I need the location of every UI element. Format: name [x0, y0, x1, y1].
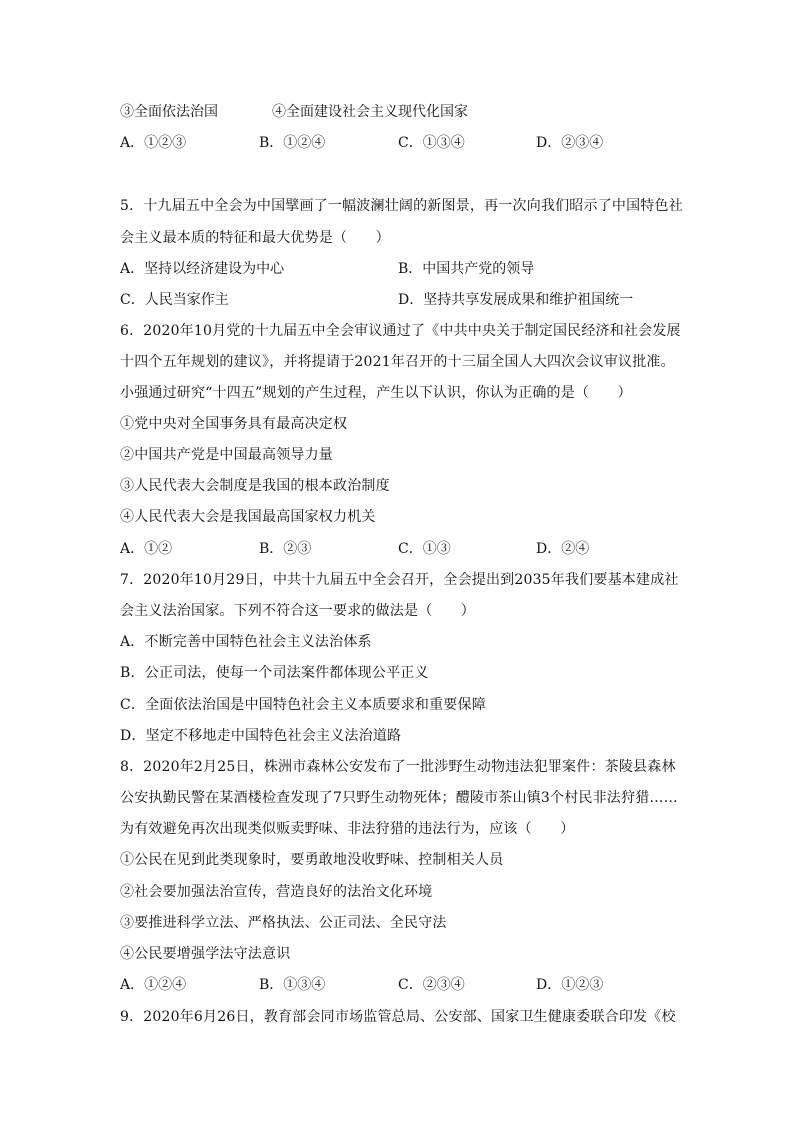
- choice-d: D．坚持共享发展成果和维护祖国统一: [398, 292, 634, 308]
- choice-c: C．①③: [398, 541, 451, 557]
- statement-4: ④全面建设社会主义现代化国家: [272, 104, 468, 120]
- question-5-line-2: 会主义最本质的特征和最大优势是（ ）: [120, 230, 390, 246]
- statement-4: ④公民要增强学法守法意识: [120, 946, 291, 962]
- question-6-line-3: 小强通过研究“十四五”规划的产生过程，产生以下认识，你认为正确的是（ ）: [120, 385, 632, 401]
- choice-a: A．①②③: [120, 135, 187, 151]
- choice-c: C．①③④: [398, 135, 465, 151]
- statement-2: ②中国共产党是中国最高领导力量: [120, 447, 333, 463]
- statement-1: ①公民在见到此类现象时，要勇敢地没收野味、控制相关人员: [120, 852, 504, 868]
- question-6-line-1: 6．2020年10月党的十九届五中全会审议通过了《中共中央关于制定国民经济和社会发展: [120, 323, 681, 339]
- question-8-line-2: 公安执勤民警在某酒楼检查发现了7只野生动物死体；醴陵市茶山镇3个村民非法狩猎……: [120, 790, 678, 806]
- choice-b: B．①③④: [259, 977, 326, 993]
- question-8-line-1: 8．2020年2月25日，株洲市森林公安发布了一批涉野生动物违法犯罪案件：茶陵县森林: [120, 759, 676, 775]
- choice-d: D．②④: [536, 541, 590, 557]
- choice-a: A．坚持以经济建设为中心: [120, 261, 285, 277]
- choice-b: B．公正司法，使每一个司法案件都体现公平正义: [120, 665, 429, 681]
- statement-1: ①党中央对全国事务具有最高决定权: [120, 416, 348, 432]
- question-7-line-1: 7．2020年10月29日，中共十九届五中全会召开，全会提出到2035年我们要基本建成社: [120, 572, 679, 588]
- choice-d: D．①②③: [536, 977, 604, 993]
- question-5-line-1: 5．十九届五中全会为中国擘画了一幅波澜壮阔的新图景，再一次向我们昭示了中国特色社: [120, 198, 683, 214]
- question-6-line-2: 十四个五年规划的建议》，并将提请于2021年召开的十三届全国人大四次会议审议批准。: [120, 354, 675, 370]
- statement-2: ②社会要加强法治宣传，营造良好的法治文化环境: [120, 884, 433, 900]
- choice-c: C．②③④: [398, 977, 465, 993]
- choice-d: D．坚定不移地走中国特色社会主义法治道路: [120, 728, 402, 744]
- question-8-line-3: 为有效避免再次出现类似贩卖野味、非法狩猎的违法行为，应该（ ）: [120, 821, 575, 837]
- choice-c: C．人民当家作主: [120, 292, 229, 308]
- choice-d: D．②③④: [536, 135, 604, 151]
- choice-c: C．全面依法治国是中国特色社会主义本质要求和重要保障: [120, 697, 486, 713]
- statement-3: ③人民代表大会制度是我国的根本政治制度: [120, 478, 390, 494]
- statement-4: ④人民代表大会是我国最高国家权力机关: [120, 509, 376, 525]
- choice-b: B．②③: [259, 541, 312, 557]
- choice-a: A．①②④: [120, 977, 187, 993]
- statement-3: ③要推进科学立法、严格执法、公正司法、全民守法: [120, 915, 447, 931]
- choice-a: A．①②: [120, 541, 173, 557]
- question-9-line-1: 9．2020年6月26日，教育部会同市场监管总局、公安部、国家卫生健康委联合印发《校: [120, 1009, 676, 1025]
- question-7-line-2: 会主义法治国家。下列不符合这一要求的做法是（ ）: [120, 603, 475, 619]
- choice-b: B．①②④: [259, 135, 326, 151]
- choice-b: B．中国共产党的领导: [398, 261, 535, 277]
- choice-a: A．不断完善中国特色社会主义法治体系: [120, 634, 372, 650]
- statement-3: ③全面依法治国: [120, 104, 218, 120]
